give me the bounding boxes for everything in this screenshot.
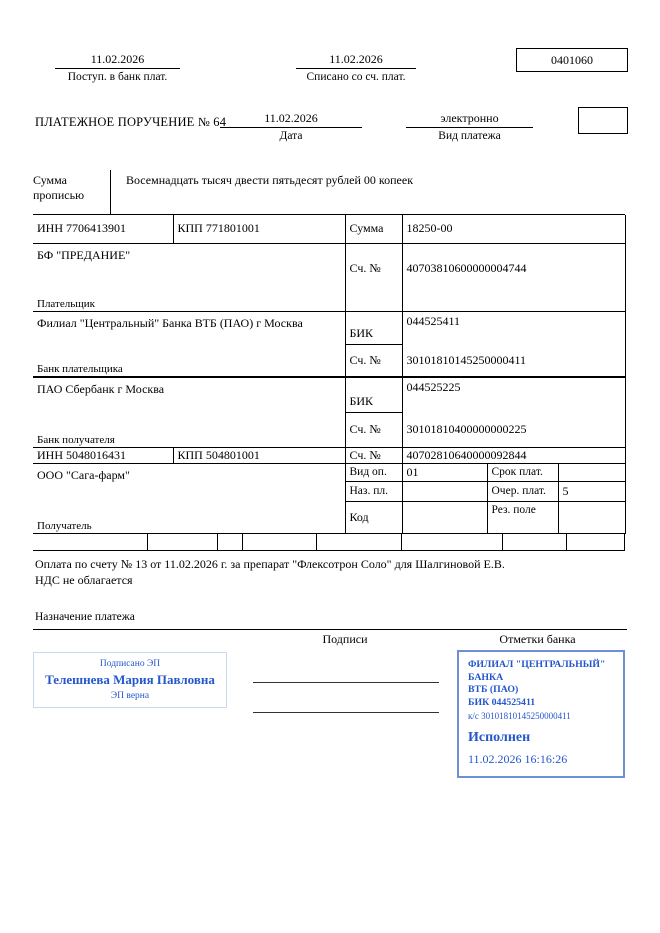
document-date-block	[220, 111, 362, 142]
amount-words-value: Восемнадцать тысяч двести пятьдесят рублей 00 копеек	[110, 170, 625, 214]
esign-stamp-line1: Подписано ЭП	[99, 659, 161, 669]
payer-bank-name: Филиал "Центральный" Банка ВТБ (ПАО) г Москва	[37, 315, 303, 330]
payer-account-label: Сч. №	[345, 243, 402, 311]
payee-bank-bik: 044525225	[402, 377, 625, 412]
document-date-label: Дата	[279, 130, 303, 142]
document-date-value: 11.02.2026	[220, 111, 362, 128]
payer-bank-bik: 044525411	[402, 311, 625, 344]
bank-stamp-line4: к/с 30101810145250000411	[468, 710, 571, 721]
esign-stamp	[33, 652, 227, 708]
payer-kpp: КПП 771801001	[173, 215, 345, 243]
payer-name: БФ "ПРЕДАНИЕ"	[37, 247, 131, 262]
received-date-value: 11.02.2026	[55, 52, 180, 69]
payee-name: ООО "Сага-фарм"	[37, 467, 130, 482]
payee-bank-name: ПАО Сбербанк г Москва	[37, 382, 165, 396]
pay-term-label: Срок плат.	[487, 463, 558, 481]
tax-cell	[218, 533, 243, 551]
payer-cell	[33, 243, 345, 311]
payee-bank-section-label: Банк получателя	[37, 433, 115, 446]
status-box	[578, 107, 628, 134]
tax-fields-row	[33, 533, 625, 551]
reserve-label: Рез. поле	[487, 501, 558, 533]
tax-cell	[402, 533, 503, 551]
payer-inn: ИНН 7706413901	[33, 215, 173, 243]
code-value	[402, 501, 487, 533]
bank-stamp-line1: ФИЛИАЛ "ЦЕНТРАЛЬНЫЙ" БАНКА	[468, 659, 606, 683]
payer-section-label: Плательщик	[37, 297, 95, 310]
payment-kind-label: Вид платежа	[438, 130, 501, 142]
bank-stamp	[457, 650, 625, 778]
payee-cell	[33, 463, 345, 533]
naz-pl-value	[402, 481, 487, 501]
debited-date-value: 11.02.2026	[296, 52, 416, 69]
payee-account-label: Сч. №	[345, 447, 402, 463]
tax-cell	[243, 533, 317, 551]
purpose-section-underline	[33, 607, 627, 630]
bank-stamp-line3: БИК 044525411	[468, 697, 536, 709]
received-date-label: Поступ. в банк плат.	[67, 71, 168, 83]
pay-term-value	[558, 463, 625, 481]
bank-marks-label: Отметки банка	[499, 632, 576, 646]
payer-bank-cell	[33, 311, 345, 377]
payer-account: 40703810600000004744	[402, 243, 625, 311]
tax-cell	[503, 533, 567, 551]
code-label: Код	[345, 501, 402, 533]
esign-stamp-name: Телешнева Мария Павловна	[45, 672, 215, 687]
payment-kind-value: электронно	[406, 111, 533, 128]
payee-kpp: КПП 504801001	[173, 447, 345, 463]
signature-line-1	[253, 682, 439, 683]
document-title: ПЛАТЕЖНОЕ ПОРУЧЕНИЕ № 64	[35, 115, 227, 129]
amount-in-words-row	[33, 170, 625, 215]
payer-bank-account-label: Сч. №	[345, 344, 402, 377]
payment-order-grid	[33, 215, 626, 534]
payment-kind-block	[406, 111, 533, 142]
payee-bank-account-label: Сч. №	[345, 412, 402, 447]
purpose-line-2: НДС не облагается	[35, 573, 133, 588]
tax-cell	[148, 533, 218, 551]
bank-stamp-status: Исполнен	[468, 729, 531, 745]
payer-bank-bik-label: БИК	[345, 311, 402, 344]
signature-line-2	[253, 712, 439, 713]
sum-label: Сумма	[345, 215, 402, 243]
priority-value: 5	[558, 481, 625, 501]
payee-bank-cell	[33, 377, 345, 447]
payee-bank-account: 30101810400000000225	[402, 412, 625, 447]
payer-bank-section-label: Банк плательщика	[37, 363, 123, 375]
debited-date-label: Списано со сч. плат.	[306, 71, 406, 83]
payer-bank-account: 30101810145250000411	[402, 344, 625, 377]
signatures-label: Подписи	[322, 632, 368, 646]
tax-cell	[33, 533, 148, 551]
sum-value: 18250-00	[402, 215, 625, 243]
tax-cell	[317, 533, 402, 551]
bank-stamp-timestamp: 11.02.2026 16:16:26	[468, 751, 568, 766]
payee-inn: ИНН 5048016431	[33, 447, 173, 463]
payee-bank-bik-label: БИК	[345, 377, 402, 412]
payment-purpose-text	[35, 556, 620, 588]
bank-stamp-line2: ВТБ (ПАО)	[468, 684, 519, 696]
op-kind-label: Вид оп.	[345, 463, 402, 481]
payee-account: 40702810640000092844	[402, 447, 625, 463]
received-date-block	[55, 52, 180, 83]
payee-section-label: Получатель	[37, 519, 92, 532]
op-kind-value: 01	[402, 463, 487, 481]
esign-stamp-line3: ЭП верна	[110, 691, 150, 701]
debited-date-block	[296, 52, 416, 83]
reserve-value	[558, 501, 625, 533]
purpose-section-label: Назначение платежа	[35, 611, 135, 623]
naz-pl-label: Наз. пл.	[345, 481, 402, 501]
purpose-line-1: Оплата по счету № 13 от 11.02.2026 г. за препарат "Флексотрон Соло" для Шалгиновой Е.В.	[35, 557, 505, 571]
priority-label: Очер. плат.	[487, 481, 558, 501]
form-code-box	[516, 48, 628, 72]
form-code: 0401060	[551, 52, 593, 67]
tax-cell	[567, 533, 625, 551]
amount-words-label: Сумма прописью	[33, 173, 85, 202]
